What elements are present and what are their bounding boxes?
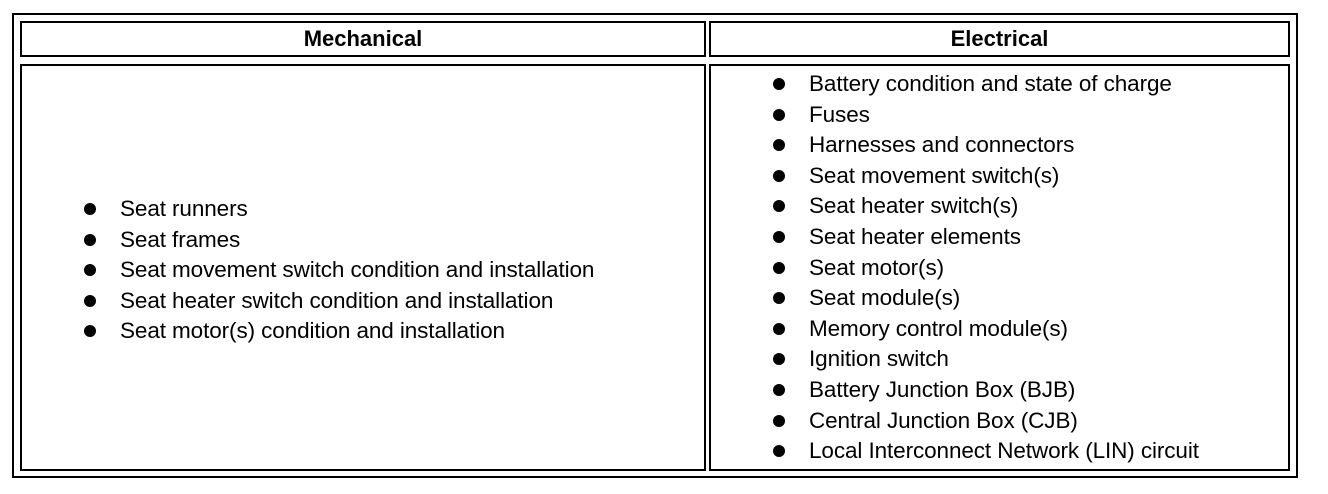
mechanical-cell bbox=[20, 64, 706, 471]
list-item-text: Battery condition and state of charge bbox=[809, 71, 1172, 96]
bullet-icon bbox=[773, 200, 785, 212]
list-item-text: Local Interconnect Network (LIN) circuit bbox=[809, 438, 1199, 464]
list-item-text: Seat motor(s) condition and installation bbox=[120, 318, 505, 344]
list-item-text: Central Junction Box (CJB) bbox=[809, 407, 1078, 433]
bullet-icon bbox=[773, 170, 785, 182]
inspection-table bbox=[12, 13, 1298, 478]
list-item-text: Seat frames bbox=[120, 226, 241, 252]
list-item-text: Seat runners bbox=[120, 196, 248, 221]
header-electrical-label: Electrical bbox=[950, 26, 1049, 51]
bullet-icon bbox=[84, 203, 96, 215]
bullet-icon bbox=[84, 295, 96, 307]
list-item-text: Battery Junction Box (BJB) bbox=[809, 376, 1076, 402]
list-item-text: Memory control module(s) bbox=[809, 315, 1068, 341]
bullet-icon bbox=[773, 353, 785, 365]
header-electrical bbox=[709, 21, 1290, 57]
list-item-text: Fuses bbox=[809, 101, 870, 127]
bullet-icon bbox=[773, 292, 785, 304]
bullet-icon bbox=[773, 384, 785, 396]
bullet-icon bbox=[773, 262, 785, 274]
list-item-text: Ignition switch bbox=[809, 346, 949, 372]
header-mechanical-label: Mechanical bbox=[303, 26, 423, 51]
list-item-text: Seat heater switch(s) bbox=[809, 193, 1019, 219]
list-item-text: Harnesses and connectors bbox=[809, 132, 1075, 158]
electrical-cell bbox=[709, 64, 1290, 471]
list-item-text: Seat heater elements bbox=[809, 223, 1021, 249]
list-item-text: Seat movement switch(s) bbox=[809, 162, 1060, 188]
header-mechanical bbox=[20, 21, 706, 57]
list-item-text: Seat motor(s) bbox=[809, 254, 944, 280]
bullet-icon bbox=[773, 445, 785, 457]
bullet-icon bbox=[773, 139, 785, 151]
bullet-icon bbox=[84, 325, 96, 337]
bullet-icon bbox=[773, 323, 785, 335]
list-item-text: Seat heater switch condition and installation bbox=[120, 287, 554, 313]
bullet-icon bbox=[773, 109, 785, 121]
list-item-text: Seat movement switch condition and installation bbox=[120, 257, 595, 283]
bullet-icon bbox=[84, 234, 96, 246]
bullet-icon bbox=[773, 78, 785, 90]
bullet-icon bbox=[84, 264, 96, 276]
list-item-text: Seat module(s) bbox=[809, 285, 961, 311]
bullet-icon bbox=[773, 415, 785, 427]
bullet-icon bbox=[773, 231, 785, 243]
